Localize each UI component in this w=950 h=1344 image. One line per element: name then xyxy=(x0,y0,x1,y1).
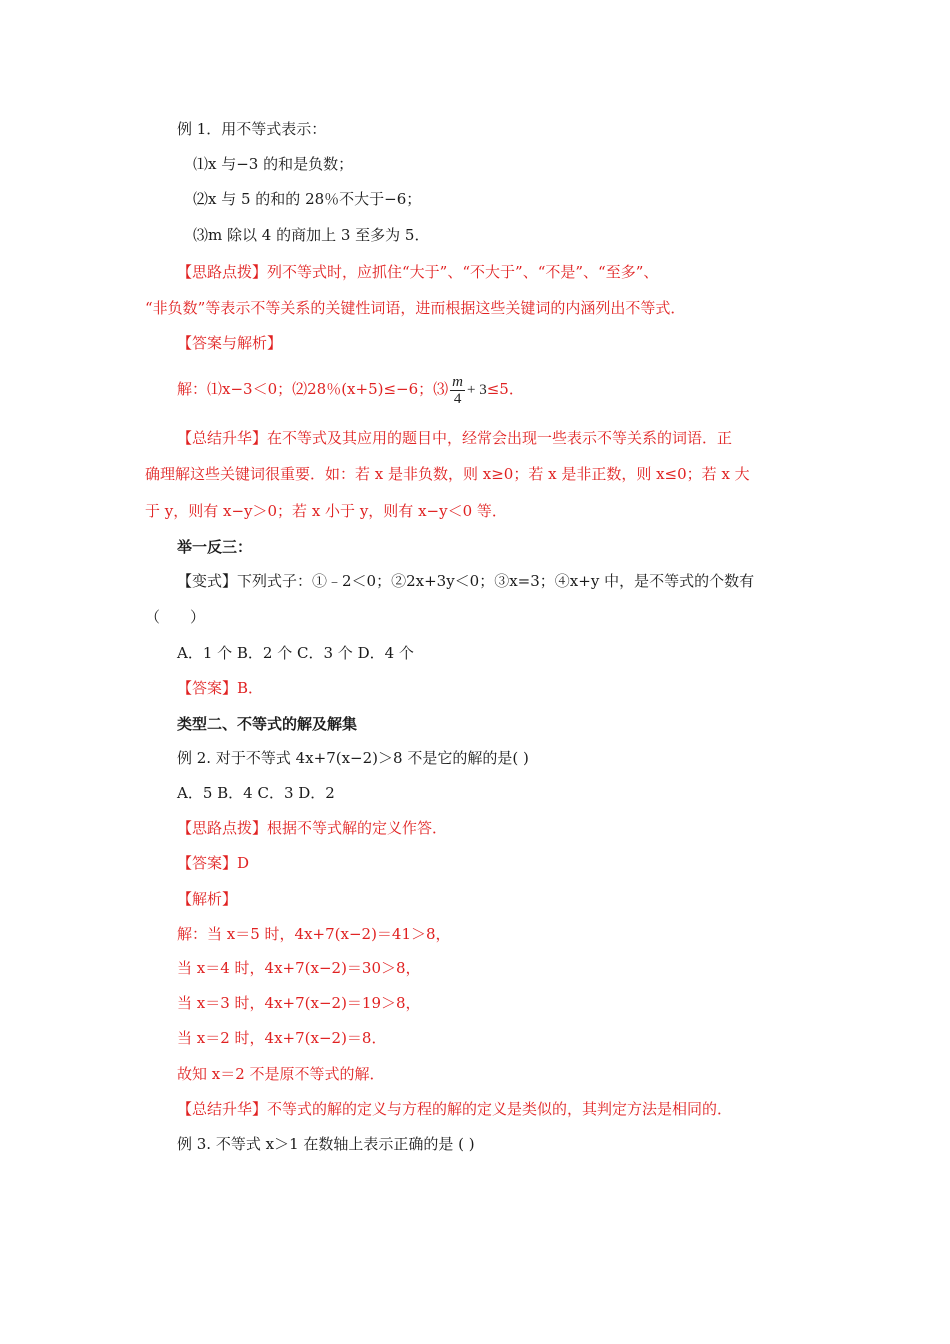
fraction-m-over-4 xyxy=(450,374,465,407)
summary-label: 【总结升华】 xyxy=(177,429,268,447)
hint-label: 【思路点拨】 xyxy=(177,263,268,281)
example2-analysis-label: 【解析】 xyxy=(177,890,238,908)
example1-hint xyxy=(177,262,658,282)
example1-summary-line-2: 确理解这些关键词很重要．如：若 x 是非负数，则 x≥0；若 x 是非正数，则 x≤0；若 x 大 xyxy=(145,465,750,483)
variant-answer: 【答案】B． xyxy=(177,679,264,697)
example1-item-2: ⑵x 与 5 的和的 28％不大于−6； xyxy=(193,190,422,208)
solution-suffix: ≤5． xyxy=(486,380,524,398)
example1-solution xyxy=(177,372,524,407)
example2-hint: 【思路点拨】根据不等式解的定义作答． xyxy=(177,819,448,837)
example1-item-3: ⑶m 除以 4 的商加上 3 至多为 5． xyxy=(193,226,430,244)
practice-heading: 举一反三： xyxy=(177,538,253,556)
variant-options: A．1 个 B．2 个 C．3 个 D．4 个 xyxy=(177,644,414,662)
example2-question: 例 2. 对于不等式 4x+7(x−2)＞8 不是它的解的是( ) xyxy=(177,749,529,767)
fraction-numerator: m xyxy=(452,373,464,390)
solution-prefix: 解：⑴x−3＜0；⑵28％(x+5)≤−6；⑶ xyxy=(177,380,449,398)
example2-options: A．5 B．4 C．3 D．2 xyxy=(177,784,335,802)
analysis-line-4: 当 x＝2 时，4x+7(x−2)＝8． xyxy=(177,1029,387,1047)
example1-answer-label: 【答案与解析】 xyxy=(177,334,283,352)
example1-hint-continued: “非负数”等表示不等关系的关键性词语，进而根据这些关键词的内涵列出不等式． xyxy=(145,299,686,317)
example2-summary: 【总结升华】不等式的解的定义与方程的解的定义是类似的，其判定方法是相同的． xyxy=(177,1100,733,1118)
analysis-line-3: 当 x＝3 时，4x+7(x−2)＝19＞8， xyxy=(177,994,421,1012)
analysis-line-1: 解：当 x＝5 时，4x+7(x−2)＝41＞8， xyxy=(177,925,451,943)
analysis-line-2: 当 x＝4 时，4x+7(x−2)＝30＞8， xyxy=(177,959,421,977)
section2-heading: 类型二、不等式的解及解集 xyxy=(177,715,358,733)
variant-question: 【变式】下列式子：①﹣2＜0；②2x+3y＜0；③x=3；④x+y 中，是不等式的个数有 xyxy=(177,572,755,590)
example1-item-1: ⑴x 与−3 的和是负数； xyxy=(193,155,354,173)
example1-title: 例 1．用不等式表示： xyxy=(177,120,327,138)
analysis-conclusion: 故知 x＝2 不是原不等式的解． xyxy=(177,1065,385,1083)
solution-plus-three: + 3 xyxy=(467,382,487,398)
example1-summary-line-3: 于 y，则有 x−y＞0；若 x 小于 y，则有 x−y＜0 等． xyxy=(145,502,507,520)
summary-text-1: 在不等式及其应用的题目中，经常会出现一些表示不等关系的词语．正 xyxy=(267,429,733,447)
variant-answer-blank: （ ） xyxy=(145,608,206,626)
example1-summary xyxy=(177,428,732,448)
hint-text-1: 列不等式时，应抓住“大于”、“不大于”、“不是”、“至多”、 xyxy=(267,263,659,281)
example3-question: 例 3. 不等式 x＞1 在数轴上表示正确的是 ( ) xyxy=(177,1135,475,1153)
example2-answer: 【答案】D xyxy=(177,854,250,872)
fraction-denominator: 4 xyxy=(453,390,462,407)
